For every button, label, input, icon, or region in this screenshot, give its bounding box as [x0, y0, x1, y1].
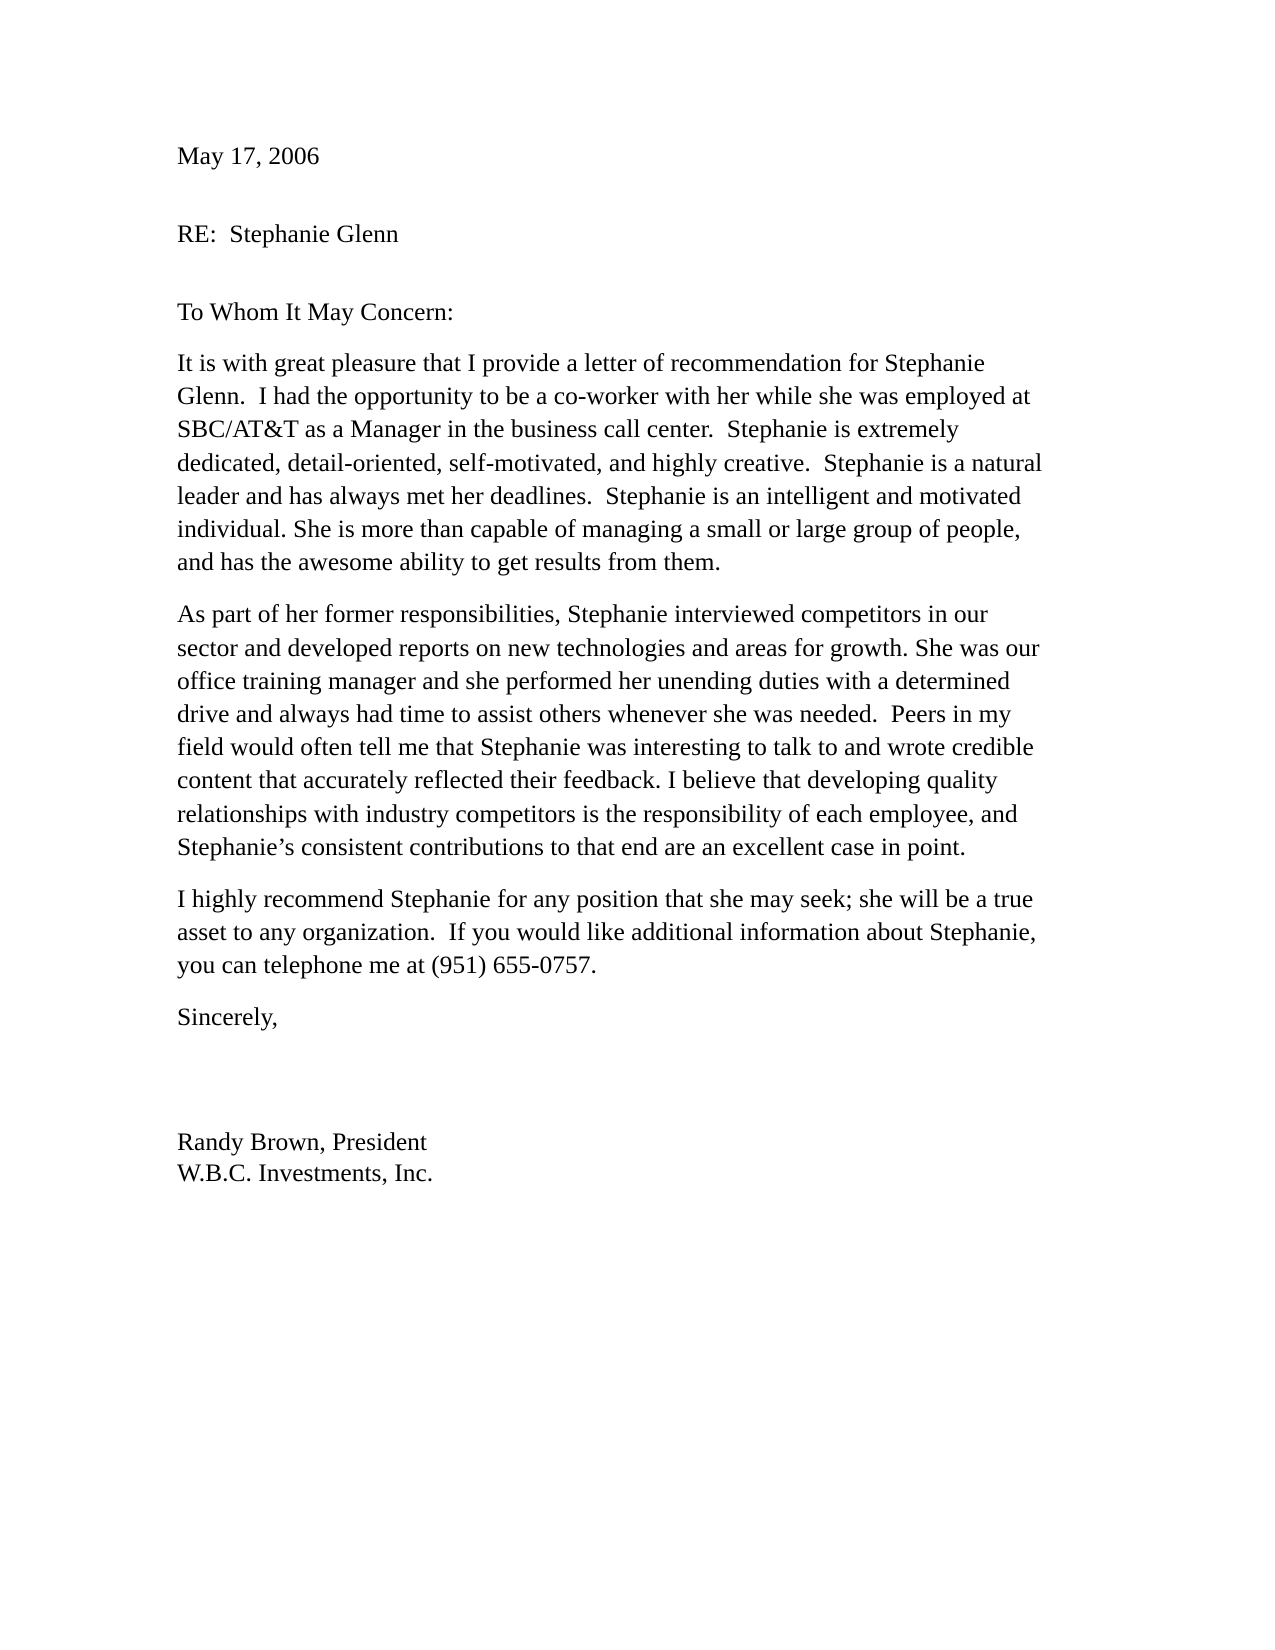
spacer-before-closing: [177, 982, 1049, 1001]
letter-paragraph-2: As part of her former responsibilities, Stephanie interviewed competitors in our sector and developed reports on new technologies and areas for growth. She was our office training manager and she performed her unending duties with a determined drive and always had time to assist others whenever she was needed. Peers in my field would often tell me that Stephanie was interesting to talk to and wrote credible content that accurately reflected their feedback. I believe that developing quality relationships with industry competitors is the responsibility of each employee, and Stephanie’s consistent contributions to that end are an excellent case in point.: [177, 599, 1046, 861]
signer-company: W.B.C. Investments, Inc.: [177, 1157, 434, 1187]
letter-date: May 17, 2006: [177, 141, 320, 170]
letter-closing: Sincerely,: [177, 1001, 279, 1031]
spacer-paragraph-1-2: [177, 578, 1049, 597]
signer-name-and-title: Randy Brown, President: [177, 1126, 428, 1156]
spacer-after-date: [177, 171, 1049, 218]
spacer-after-salutation: [177, 327, 1049, 346]
letter-paragraph-1: It is with great pleasure that I provide a letter of recommendation for Stephanie Glenn. I had the opportunity to be a co-worker with her while she was employed at SBC/AT&T as a Manager in the business call center. Stephanie is extremely dedicated, detail-oriented, self-motivated, and highly creative. Stephanie is a natural leader and has always met her deadlines. Stephanie is an intelligent and motivated individual. She is more than capable of managing a small or large group of people, and has the awesome ability to get results from them.: [177, 348, 1049, 577]
spacer-after-subject: [177, 249, 1049, 296]
signature-block: [177, 1126, 1049, 1188]
spacer-paragraph-2-3: [177, 863, 1049, 882]
letter-body: [177, 140, 1049, 1188]
signature-space: [177, 1032, 1049, 1126]
letter-subject-line: RE: Stephanie Glenn: [177, 219, 399, 248]
letter-salutation: To Whom It May Concern:: [177, 297, 454, 326]
letter-paragraph-3: I highly recommend Stephanie for any position that she may seek; she will be a true asset to any organization. If you would like additional information about Stephanie, you can telephone me at (951) 655-0757.: [177, 884, 1043, 980]
